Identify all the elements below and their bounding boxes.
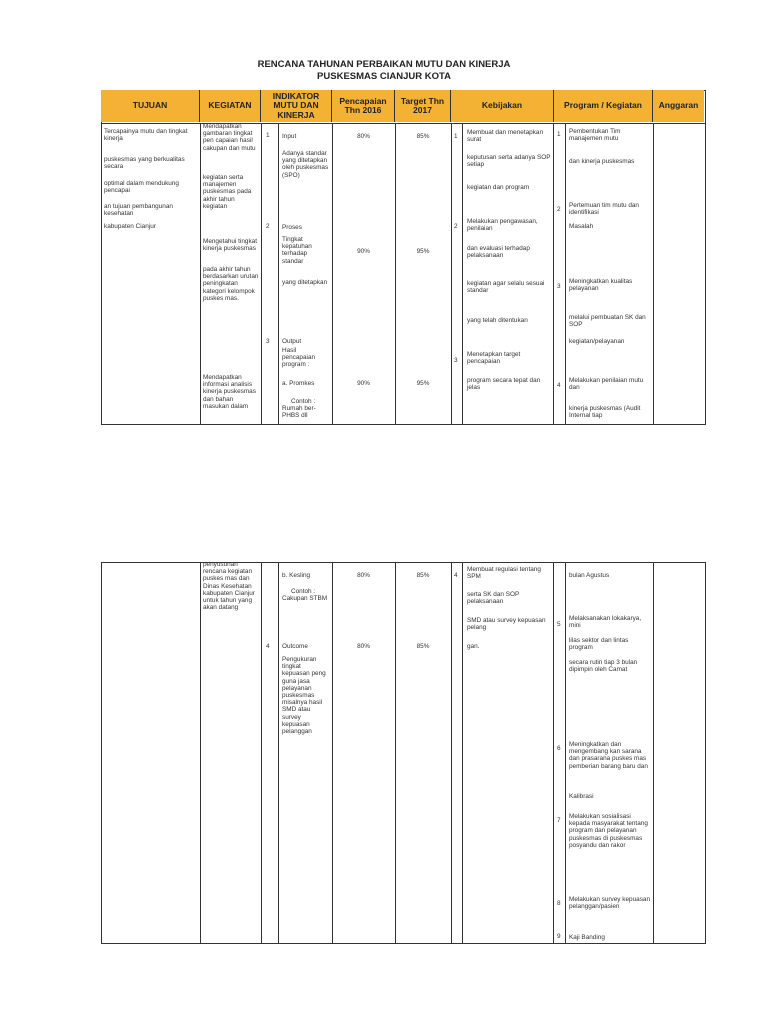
kebijakan-text: SMD atau survey kepuasan pelang	[467, 617, 546, 632]
kebijakan-text: gan.	[467, 643, 480, 650]
program-text: Melakukan sosialisasi kepada masyarakat tentang program dan pelayanan puskesmas di puskesmas posyandu dan rakor	[569, 813, 648, 849]
tujuan-text: kabupaten Cianjur	[104, 223, 156, 230]
col-divider	[261, 123, 262, 425]
kegiatan-text: Mendapatkan informasi analisis kinerja puskesmas dan bahan masukan dalam	[203, 374, 256, 410]
indikator-text: Outcome	[282, 643, 308, 650]
col-divider	[462, 562, 463, 944]
program-text: kinerja puskesmas (Audit Internal tiap	[569, 405, 641, 420]
program-text: Melakukan penilaian mutu dan	[569, 377, 644, 392]
col-divider	[451, 562, 452, 944]
col-divider	[278, 562, 279, 944]
kebijakan-text: serta SK dan SOP pelaksanaan	[467, 591, 520, 606]
program-text: secara rutin tiap 3 bulan dipimpin oleh Camat	[569, 659, 638, 674]
program-number: 1	[557, 131, 561, 138]
tujuan-text: puskesmas yang berkualitas secara	[104, 156, 185, 171]
indikator-number: 4	[266, 643, 270, 650]
indikator-text: Hasil pencapaian program :	[282, 347, 316, 369]
header-anggaran: Anggaran	[653, 90, 704, 122]
program-text: dan kinerja puskesmas	[569, 158, 635, 165]
pencapaian-value: 80%	[357, 572, 370, 579]
col-divider	[565, 562, 566, 944]
indikator-text: yang ditetapkan	[282, 279, 328, 286]
col-divider	[451, 123, 452, 425]
target-value: 95%	[416, 248, 430, 255]
program-number: 5	[557, 621, 561, 628]
col-divider	[565, 123, 566, 425]
col-divider	[395, 562, 396, 944]
target-value: 95%	[416, 380, 430, 387]
kegiatan-text: Mengetahui tingkat kinerja puskesmas	[203, 238, 258, 253]
program-text: bulan Agustus	[569, 572, 610, 579]
kebijakan-text: keputusan serta adanya SOP setiap	[467, 154, 551, 169]
kegiatan-text: pada akhir tahun berdasarkan urutan peningkatan kategori kelompok puskes mas.	[203, 266, 259, 302]
document-title: RENCANA TAHUNAN PERBAIKAN MUTU DAN KINERJA	[257, 59, 511, 70]
tujuan-text: Tercapainya mutu dan tingkat kinerja	[104, 128, 188, 143]
program-text: Melakukan survey kepuasan pelanggan/pasien	[569, 896, 650, 911]
tujuan-text: optimal dalam mendukung pencapai	[104, 180, 179, 195]
indikator-text: Contoh : Rumah ber-PHBS dll	[282, 398, 316, 420]
tujuan-text: an tujuan pembangunan kesehatan	[104, 203, 173, 218]
col-divider	[553, 562, 554, 944]
col-divider	[200, 123, 201, 425]
kebijakan-number: 4	[454, 572, 458, 579]
header-indikator: INDIKATOR MUTU DAN KINERJA	[261, 90, 332, 122]
indikator-text: Tingkat kepatuhan terhadap standar	[282, 236, 312, 265]
pencapaian-value: 90%	[357, 380, 370, 387]
kebijakan-text: Menetapkan target pencapaian	[467, 351, 521, 366]
pencapaian-value: 80%	[357, 643, 370, 650]
target-value: 85%	[416, 133, 430, 140]
program-number: 8	[557, 900, 561, 907]
program-text: Melaksanakan lokakarya, mini	[569, 615, 642, 630]
kegiatan-text: Mendapatkan gambaran tingkat pen capaian hasil cakupan dan mutu	[203, 123, 256, 152]
program-text: Meningkatkan kualitas pelayanan	[569, 278, 633, 293]
kebijakan-text: Membuat regulasi tentang SPM	[467, 566, 541, 581]
target-value: 85%	[416, 643, 430, 650]
kebijakan-text: dan evaluasi terhadap pelaksanaan	[467, 245, 530, 260]
program-text: Pembentukan Tim manajemen mutu	[569, 128, 621, 143]
header-program: Program / Kegiatan	[554, 90, 653, 122]
program-text: Masalah	[569, 223, 594, 230]
program-text: Pertemuan tim mutu dan identifikasi	[569, 202, 639, 217]
kebijakan-text: Melakukan pengawasan, penilaian	[467, 218, 538, 233]
kegiatan-text: penyusunan rencana kegiatan puskes mas dan Dinas Kesehatan kabupaten Cianjur untuk tahun yang akan datang	[203, 561, 255, 612]
indikator-text: b. Kesling	[282, 572, 311, 579]
table-header-row	[101, 90, 705, 124]
indikator-text: a. Promkes	[282, 380, 315, 387]
col-divider	[278, 123, 279, 425]
header-kegiatan: KEGIATAN	[200, 90, 261, 122]
program-number: 3	[557, 283, 561, 290]
program-text: Meningkatkan dan mengembang kan sarana dan prasarana puskes mas pemberian barang baru dan	[569, 741, 648, 770]
pencapaian-value: 80%	[357, 133, 370, 140]
header-divider	[101, 123, 705, 124]
col-divider	[653, 562, 654, 944]
program-number: 2	[557, 206, 561, 213]
kebijakan-number: 1	[454, 133, 458, 140]
kebijakan-number: 2	[454, 223, 458, 230]
pencapaian-value: 90%	[357, 248, 370, 255]
col-divider	[332, 562, 333, 944]
target-value: 85%	[416, 572, 430, 579]
indikator-text: Pengukuran tingkat kepuasan peng guna jasa pelayanan puskesmas misalnya hasil SMD atau survey kepuasan pelanggan	[282, 656, 326, 736]
kegiatan-text: kegiatan serta manajemen puskesmas pada akhir tahun kegiatan	[203, 174, 252, 210]
indikator-text: Input	[282, 133, 297, 140]
kebijakan-text: program secara tepat dan jelas	[467, 377, 541, 392]
col-divider	[553, 123, 554, 425]
program-text: lilas sektor dan lintas program	[569, 637, 629, 652]
indikator-number: 1	[266, 132, 270, 139]
indikator-text: Adanya standar yang ditetapkan oleh puskesmas (SPO)	[282, 150, 329, 179]
header-kebijakan: Kebijakan	[451, 90, 554, 122]
kebijakan-number: 3	[454, 357, 458, 364]
indikator-number: 3	[266, 338, 270, 345]
program-number: 7	[557, 817, 561, 824]
program-text: kegiatan/pelayanan	[569, 338, 625, 345]
program-number: 9	[557, 933, 561, 940]
col-divider	[462, 123, 463, 425]
kebijakan-text: Membuat dan menetapkan surat	[467, 129, 544, 144]
header-tujuan: TUJUAN	[101, 90, 200, 122]
program-number: 4	[557, 382, 561, 389]
indikator-text: Output	[282, 338, 302, 345]
kebijakan-text: kegiatan agar selalu sesuai standar	[467, 280, 545, 295]
indikator-text: Proses	[282, 224, 302, 231]
kebijakan-text: yang telah ditentukan	[467, 317, 528, 324]
indikator-number: 2	[266, 223, 270, 230]
col-divider	[200, 562, 201, 944]
program-text: Kaji Banding	[569, 934, 605, 941]
program-text: Kalibrasi	[569, 793, 594, 800]
document-subtitle: PUSKESMAS CIANJUR KOTA	[317, 71, 451, 82]
program-number: 6	[557, 745, 561, 752]
col-divider	[261, 562, 262, 944]
program-text: melalui pembuatan SK dan SOP	[569, 314, 646, 329]
kebijakan-text: kegiatan dan program	[467, 184, 530, 191]
col-divider	[653, 123, 654, 425]
indikator-text: Contoh : Cakupan STBM	[282, 588, 328, 603]
header-target: Target Thn 2017	[395, 90, 451, 122]
header-pencapaian: Pencapaian Thn 2016	[332, 90, 395, 122]
